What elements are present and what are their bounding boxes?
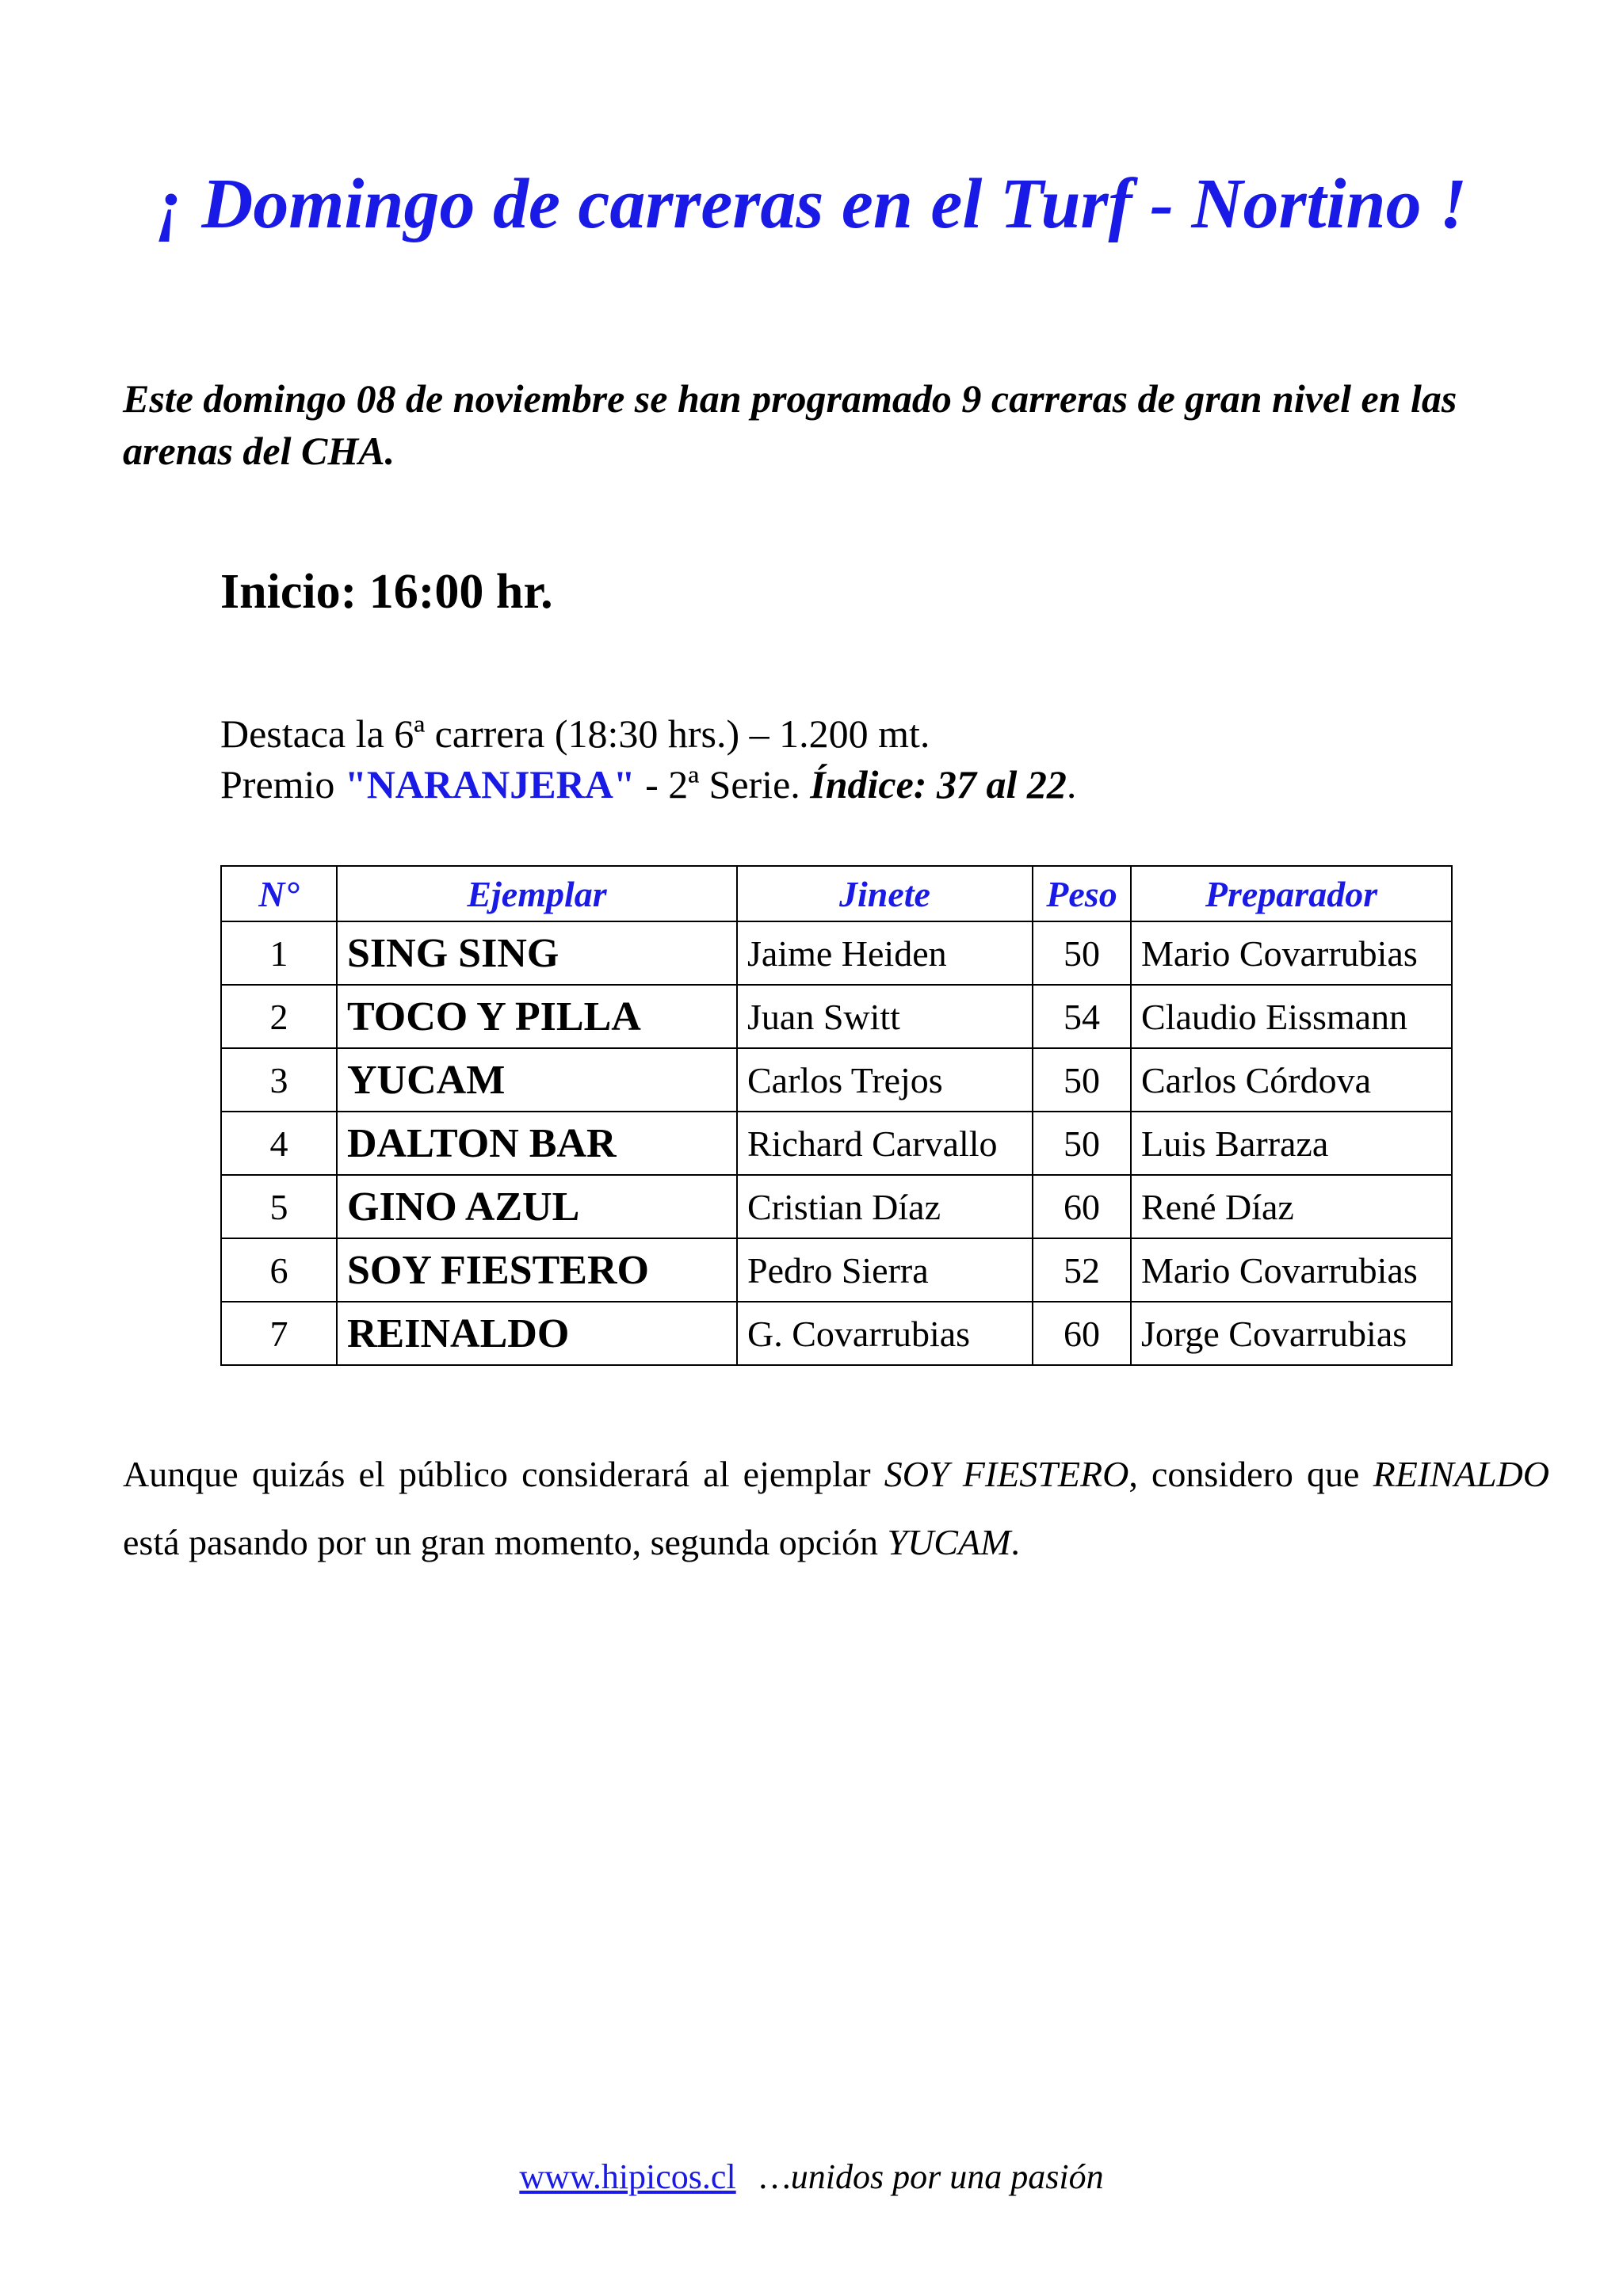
table-row [221,1238,1452,1302]
premio-prefix: Premio [220,762,345,807]
cell-jinete: Juan Switt [737,985,1033,1048]
comment-text: Aunque quizás el público considerará al ejemplar [123,1454,884,1494]
cell-number: 6 [221,1238,337,1302]
cell-ejemplar: GINO AZUL [337,1175,737,1238]
table-header-row [221,866,1452,921]
cell-jinete: Carlos Trejos [737,1048,1033,1112]
header-ejemplar: Ejemplar [337,866,737,921]
cell-number: 5 [221,1175,337,1238]
start-time: Inicio: 16:00 hr. [220,565,553,619]
cell-number: 4 [221,1112,337,1175]
race-table [220,865,1453,1366]
cell-number: 1 [221,921,337,985]
comment-text: . [1010,1522,1020,1562]
table-row [221,1302,1452,1365]
page-title: ¡ Domingo de carreras en el Turf - Nortino ! [155,165,1468,243]
cell-number: 2 [221,985,337,1048]
comment-horse-reinaldo: REINALDO [1373,1454,1549,1494]
cell-ejemplar: YUCAM [337,1048,737,1112]
cell-ejemplar: SOY FIESTERO [337,1238,737,1302]
cell-jinete: Richard Carvallo [737,1112,1033,1175]
comment-horse-soy-fiestero: SOY FIESTERO [884,1454,1129,1494]
table-row [221,985,1452,1048]
cell-peso: 60 [1033,1175,1131,1238]
cell-peso: 50 [1033,1112,1131,1175]
premio-name: "NARANJERA" [344,762,636,807]
comment-paragraph [123,1440,1549,1577]
cell-preparador: Mario Covarrubias [1131,921,1452,985]
cell-preparador: René Díaz [1131,1175,1452,1238]
cell-ejemplar: SING SING [337,921,737,985]
line-end: . [1066,762,1077,807]
table-row [221,921,1452,985]
table-row [221,1175,1452,1238]
cell-number: 7 [221,1302,337,1365]
cell-preparador: Jorge Covarrubias [1131,1302,1452,1365]
cell-ejemplar: DALTON BAR [337,1112,737,1175]
table-row [221,1112,1452,1175]
cell-preparador: Luis Barraza [1131,1112,1452,1175]
cell-number: 3 [221,1048,337,1112]
cell-ejemplar: TOCO Y PILLA [337,985,737,1048]
cell-peso: 50 [1033,1048,1131,1112]
header-jinete: Jinete [737,866,1033,921]
footer-slogan: …unidos por una pasión [759,2157,1104,2196]
comment-text: está pasando por un gran momento, segunda opción [123,1522,888,1562]
cell-peso: 50 [1033,921,1131,985]
cell-preparador: Claudio Eissmann [1131,985,1452,1048]
cell-ejemplar: REINALDO [337,1302,737,1365]
header-number: N° [221,866,337,921]
cell-peso: 54 [1033,985,1131,1048]
cell-jinete: Pedro Sierra [737,1238,1033,1302]
comment-text: , considero que [1128,1454,1373,1494]
intro-paragraph: Este domingo 08 de noviembre se han programado 9 carreras de gran nivel en las arenas del CHA. [123,376,1457,473]
header-peso: Peso [1033,866,1131,921]
cell-peso: 60 [1033,1302,1131,1365]
comment-horse-yucam: YUCAM [887,1522,1011,1562]
cell-jinete: G. Covarrubias [737,1302,1033,1365]
indice-text: Índice: 37 al 22 [810,762,1067,807]
featured-race-info [220,708,1076,810]
cell-jinete: Jaime Heiden [737,921,1033,985]
table-row [221,1048,1452,1112]
cell-preparador: Carlos Córdova [1131,1048,1452,1112]
serie-text: - 2ª Serie. [635,762,811,807]
cell-peso: 52 [1033,1238,1131,1302]
header-preparador: Preparador [1131,866,1452,921]
footer [0,2157,1623,2197]
featured-race-line: Destaca la 6ª carrera (18:30 hrs.) – 1.200 mt. [220,711,930,756]
cell-preparador: Mario Covarrubias [1131,1238,1452,1302]
cell-jinete: Cristian Díaz [737,1175,1033,1238]
site-link[interactable]: www.hipicos.cl [519,2157,736,2196]
